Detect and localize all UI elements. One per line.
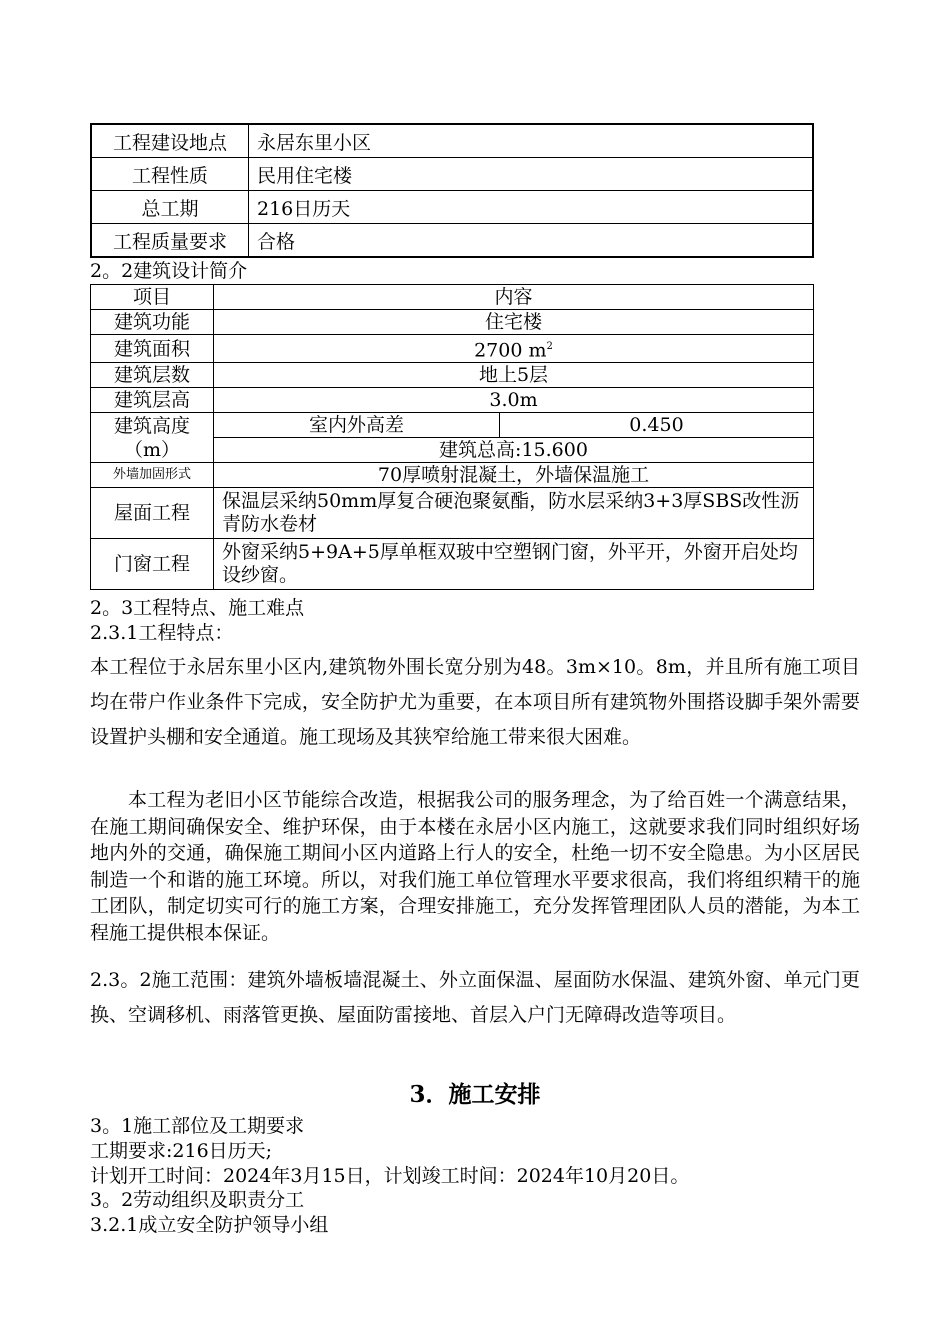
windows-label: 门窗工程 [91, 539, 214, 590]
windows-value: 外窗采纳5+9A+5厚单框双玻中空塑钢门窗，外平开，外窗开启处均设纱窗。 [214, 539, 814, 590]
table-row [91, 158, 813, 191]
building-height-label-line2: （m） [123, 438, 181, 461]
paragraph-construction-scope: 2.3。2施工范围：建筑外墙板墙混凝土、外立面保温、屋面防水保温、建筑外窗、单元门更换、空调移机、雨落管更换、屋面防雷接地、首层入户门无障碍改造等项目。 [90, 969, 860, 1026]
project-nature-label: 工程性质 [91, 158, 249, 191]
section-2-3-heading: 2。3工程特点、施工难点 [90, 597, 305, 619]
section-3-2-1-heading: 3.2.1成立安全防护领导小组 [90, 1214, 329, 1236]
floor-height-value: 3.0m [214, 388, 814, 413]
table-row [91, 191, 813, 224]
table-row [91, 488, 814, 539]
area-unit-superscript: 2 [546, 341, 553, 352]
wall-reinforcement-label: 外墙加固形式 [91, 463, 214, 488]
quality-requirement-value: 合格 [249, 224, 814, 258]
wall-reinforcement-value: 70厚喷射混凝土，外墙保温施工 [214, 463, 814, 488]
duration-requirement: 工期要求:216日历天; [90, 1140, 273, 1162]
table-row [91, 413, 814, 438]
section-2-3-1-heading: 2.3.1工程特点： [90, 622, 234, 644]
project-location-label: 工程建设地点 [91, 124, 249, 158]
paragraph-project-description: 本工程为老旧小区节能综合改造，根据我公司的服务理念，为了给百姓一个满意结果，在施工期间确保安全、维护环保，由于本楼在永居小区内施工，这就要求我们同时组织好场地内外的交通，确保施工期间小区内道路上行人的安全，杜绝一切不安全隐患。为小区居民制造一个和谐的施工环境。所以，对我们施工单位管理水平要求很高，我们将组织精干的施工团队，制定切实可行的施工方案，合理安排施工，充分发挥管理团队人员的潜能，为本工程施工提供根本保证。 [90, 789, 860, 944]
function-value: 住宅楼 [214, 310, 814, 335]
project-nature-value: 民用住宅楼 [249, 158, 814, 191]
area-label: 建筑面积 [91, 335, 214, 363]
area-value-cell [214, 335, 814, 363]
height-diff-label: 室内外高差 [214, 413, 500, 438]
area-value: 2700 m [474, 339, 547, 362]
project-location-value: 永居东里小区 [249, 124, 814, 158]
roof-label: 屋面工程 [91, 488, 214, 539]
building-height-label-line1: 建筑高度 [113, 414, 190, 437]
project-info-table [90, 123, 814, 258]
planned-schedule: 计划开工时间：2024年3月15日，计划竣工时间：2024年10月20日。 [90, 1165, 690, 1187]
total-duration-label: 总工期 [91, 191, 249, 224]
total-duration-value: 216日历天 [249, 191, 814, 224]
table-row [91, 224, 813, 258]
table-row [91, 463, 814, 488]
table-row [91, 539, 814, 590]
chapter-3-heading: 3．施工安排 [409, 1081, 541, 1108]
table-row [91, 285, 814, 310]
floor-height-label: 建筑层高 [91, 388, 214, 413]
section-3-1-heading: 3。1施工部位及工期要求 [90, 1115, 305, 1137]
table-row [91, 363, 814, 388]
table-row [91, 388, 814, 413]
height-diff-value: 0.450 [500, 413, 814, 438]
section-2-2-heading: 2。2建筑设计简介 [90, 260, 248, 282]
roof-value: 保温层采纳50mm厚复合硬泡聚氨酯，防水层采纳3+3厚SBS改性沥青防水卷材 [214, 488, 814, 539]
function-label: 建筑功能 [91, 310, 214, 335]
paragraph-project-features: 本工程位于永居东里小区内,建筑物外围长宽分别为48。3m×10。8m，并且所有施工项目均在带户作业条件下完成，安全防护尤为重要，在本项目所有建筑物外围搭设脚手架外需要设置护头棚和安全通道。施工现场及其狭窄给施工带来很大困难。 [90, 656, 860, 748]
header-item: 项目 [91, 285, 214, 310]
floors-label: 建筑层数 [91, 363, 214, 388]
total-height-value: 建筑总高:15.600 [214, 438, 814, 463]
design-summary-table [90, 284, 814, 590]
table-row [91, 335, 814, 363]
table-row [91, 124, 813, 158]
floors-value: 地上5层 [214, 363, 814, 388]
building-height-label [91, 413, 214, 463]
section-3-2-heading: 3。2劳动组织及职责分工 [90, 1189, 305, 1211]
quality-requirement-label: 工程质量要求 [91, 224, 249, 258]
header-content: 内容 [214, 285, 814, 310]
table-row [91, 310, 814, 335]
